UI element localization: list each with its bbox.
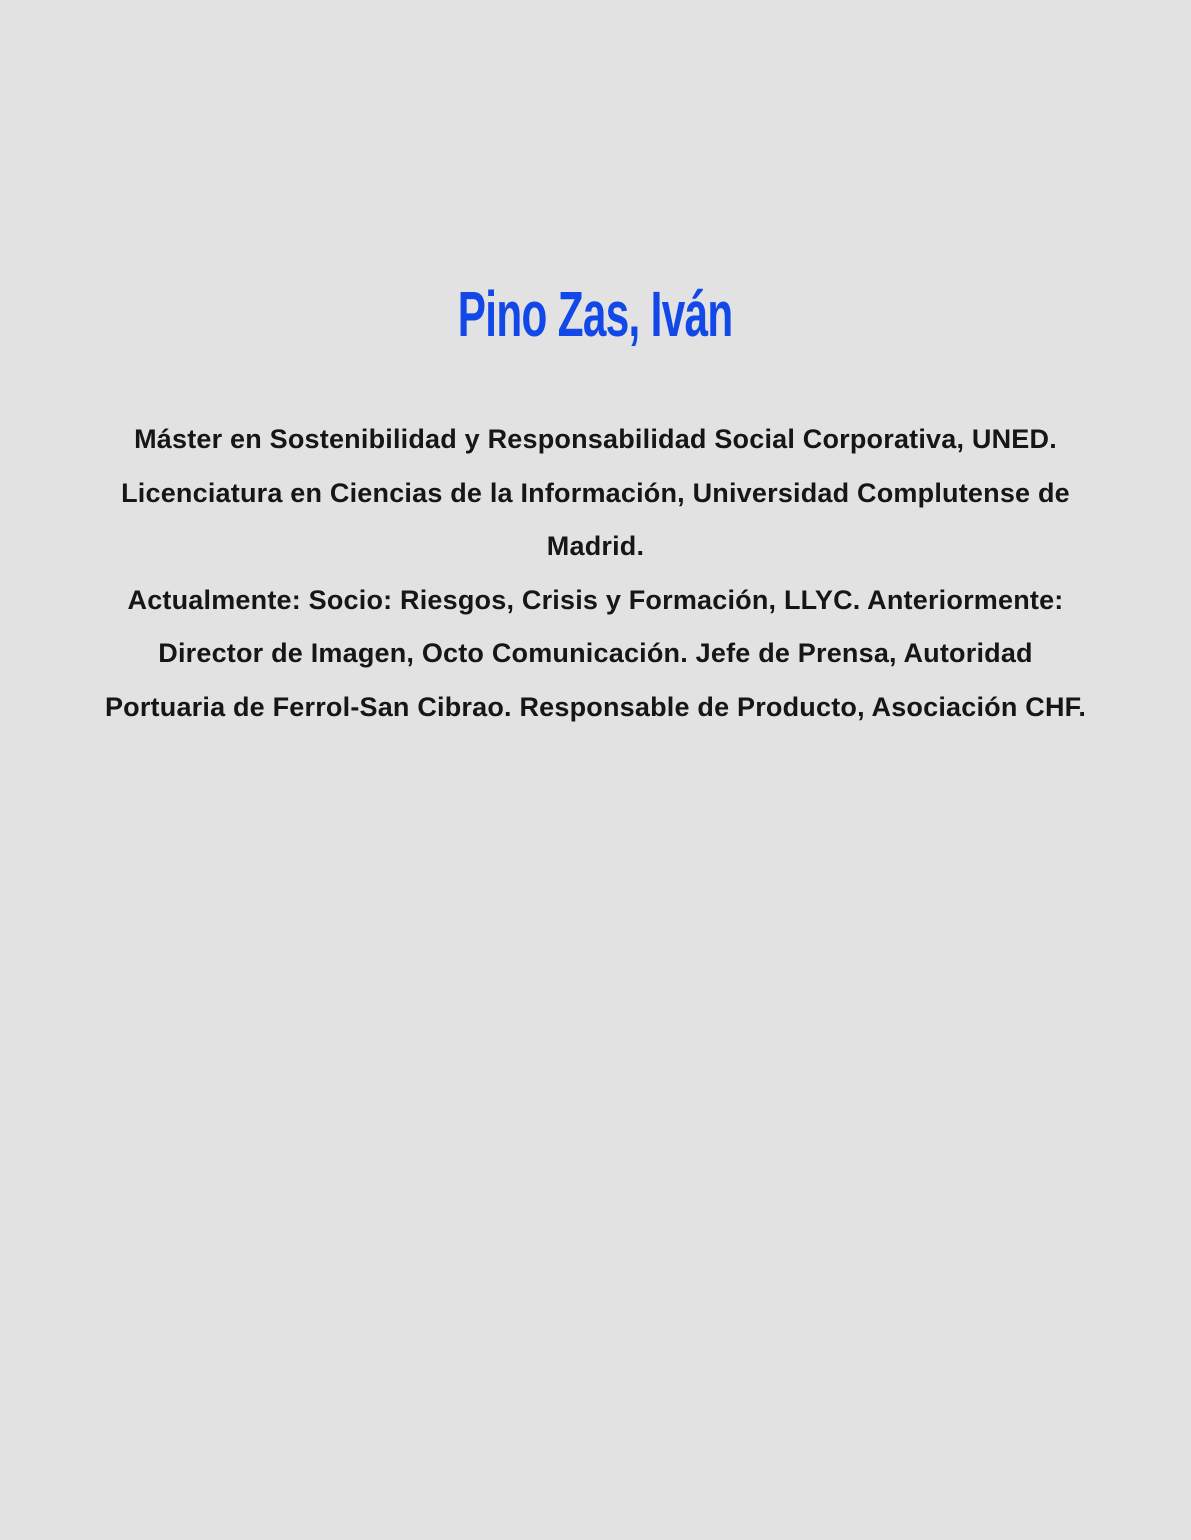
bio-line: Madrid.: [546, 531, 645, 561]
bio-line: Licenciatura en Ciencias de la Información, Universidad Complutense de: [121, 477, 1070, 508]
bio-line: Director de Imagen, Octo Comunicación. Jefe de Prensa, Autoridad: [158, 638, 1033, 668]
page-title: [0, 278, 1191, 350]
bio-line: Máster en Sostenibilidad y Responsabilidad Social Corporativa, UNED.: [134, 424, 1057, 454]
bio-line: Actualmente: Socio: Riesgos, Crisis y Formación, LLYC. Anteriormente:: [127, 584, 1064, 615]
speaker-name: Pino Zas, Iván: [458, 278, 733, 350]
bio-text-block: [0, 413, 1191, 734]
bio-line: Portuaria de Ferrol-San Cibrao. Responsable de Producto, Asociación CHF.: [104, 691, 1087, 722]
